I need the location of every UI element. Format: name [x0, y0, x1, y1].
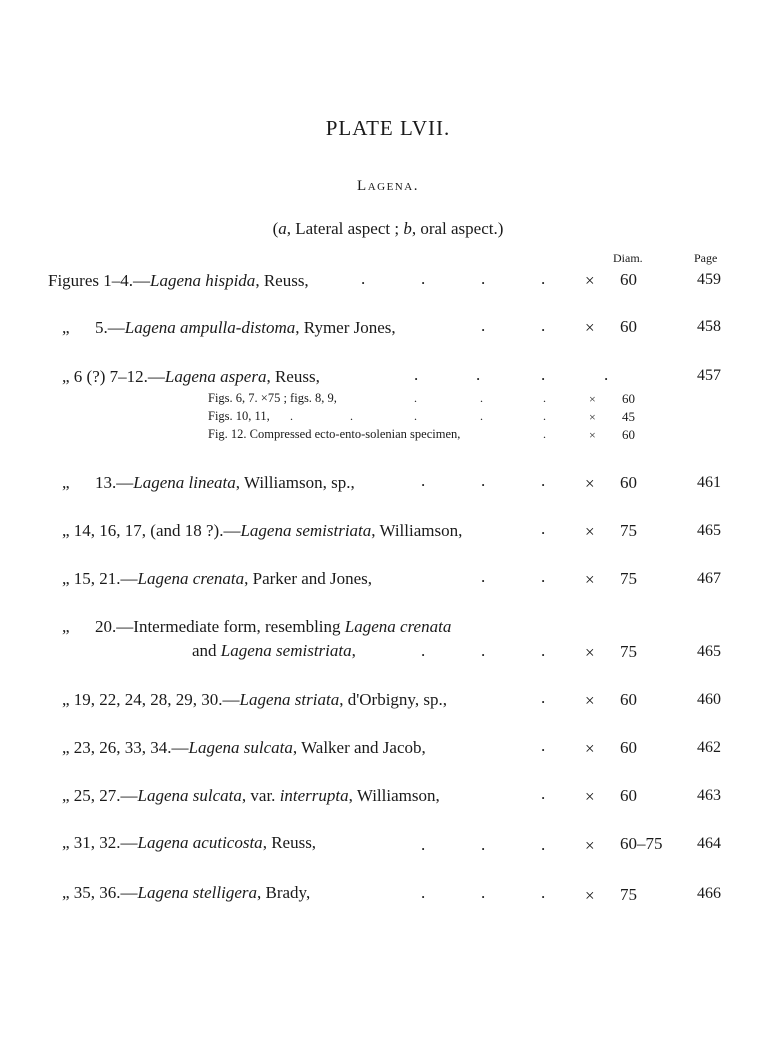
aspect-b: b — [403, 219, 412, 238]
entry-line2-pre: and — [192, 641, 221, 660]
entry-species: Lagena stelligera — [137, 883, 258, 902]
leader-dot: . — [543, 409, 546, 423]
entry-prefix: Figures 1–4.— — [48, 271, 150, 290]
entry-species: Lagena crenata — [344, 617, 452, 636]
sub-entry-text: Figs. 10, 11, — [208, 409, 270, 423]
leader-dot: . — [543, 427, 546, 441]
diam-value: 75 — [620, 642, 637, 661]
entry-prefix: „ 14, 16, 17, (and 18 ?).— — [62, 521, 241, 540]
entry-prefix: „ 20.—Intermediate form, resembling — [62, 617, 345, 636]
magnification-sign: × — [585, 271, 595, 290]
entry-author: , Reuss, — [266, 367, 320, 386]
magnification-sign: × — [585, 836, 595, 855]
leader-dot: . — [541, 641, 546, 660]
magnification-sign: × — [585, 691, 595, 710]
leader-dot: . — [541, 365, 546, 384]
entry-author: , Brady, — [257, 883, 311, 902]
diam-value: 45 — [622, 409, 635, 424]
entry-species: Lagena aspera — [164, 367, 267, 386]
page-number: 458 — [697, 318, 721, 335]
entry-author: , Williamson, — [371, 521, 463, 540]
entry-species: Lagena acuticosta — [137, 833, 263, 852]
leader-dot: . — [421, 883, 426, 902]
sub-entry-text: Fig. 12. Compressed ecto-ento-solenian specimen, — [208, 427, 461, 441]
page-number: 465 — [697, 522, 721, 539]
entry-line2-species: Lagena semistriata — [220, 641, 352, 660]
leader-dot: . — [350, 409, 353, 423]
entry-text — [62, 786, 440, 806]
entry-text — [62, 738, 426, 758]
leader-dot: . — [541, 269, 546, 288]
diam-value: 75 — [620, 521, 637, 540]
leader-dot: . — [604, 365, 609, 384]
diam-value: 60 — [620, 690, 637, 709]
diam-value: 75 — [620, 569, 637, 588]
diam-value: 60 — [622, 391, 635, 406]
magnification-sign: × — [585, 522, 595, 541]
entry-prefix: „ 19, 22, 24, 28, 29, 30.— — [62, 690, 240, 709]
leader-dot: . — [541, 784, 546, 803]
leader-dot: . — [414, 409, 417, 423]
entry-species: Lagena sulcata — [188, 738, 293, 757]
leader-dot: . — [541, 567, 546, 586]
page-number: 464 — [697, 835, 721, 852]
leader-dot: . — [541, 736, 546, 755]
entry-prefix: „ 15, 21.— — [62, 569, 138, 588]
entry-prefix: „ 5.— — [62, 318, 125, 337]
page-number: 466 — [697, 885, 721, 902]
entry-text — [62, 883, 310, 903]
entry-text — [62, 617, 451, 637]
entry-author: , Parker and Jones, — [244, 569, 373, 588]
entry-prefix: „ 25, 27.— — [62, 786, 138, 805]
entry-author: , Reuss, — [255, 271, 309, 290]
entry-text-line2 — [192, 641, 356, 661]
aspect-note — [0, 219, 776, 239]
entry-prefix: „ 35, 36.— — [62, 883, 138, 902]
entry-text — [62, 569, 372, 589]
magnification-sign: × — [585, 474, 595, 493]
magnification-sign: × — [589, 428, 596, 442]
entry-prefix: „ 6 (?) 7–12.— — [62, 367, 165, 386]
diam-value: 60 — [620, 270, 637, 289]
leader-dot: . — [421, 835, 426, 854]
leader-dot: . — [543, 391, 546, 405]
leader-dot: . — [421, 641, 426, 660]
magnification-sign: × — [585, 787, 595, 806]
entry-author: , var. — [241, 786, 280, 805]
page-number: 463 — [697, 787, 721, 804]
leader-dot: . — [290, 409, 293, 423]
entry-author-2: , Williamson, — [348, 786, 440, 805]
page-number: 461 — [697, 474, 721, 491]
entry-species: Lagena crenata — [137, 569, 245, 588]
diam-value: 75 — [620, 885, 637, 904]
magnification-sign: × — [585, 570, 595, 589]
diam-value: 60 — [620, 738, 637, 757]
aspect-a: a — [278, 219, 287, 238]
leader-dot: . — [361, 269, 366, 288]
leader-dot: . — [481, 471, 486, 490]
aspect-b-text: , oral aspect.) — [411, 219, 504, 238]
diam-value: 60 — [620, 317, 637, 336]
page-number: 467 — [697, 570, 721, 587]
leader-dot: . — [541, 688, 546, 707]
leader-dot: . — [421, 471, 426, 490]
leader-dot: . — [481, 316, 486, 335]
entry-text — [62, 367, 320, 387]
leader-dot: . — [541, 519, 546, 538]
leader-dot: . — [541, 835, 546, 854]
page-number: 457 — [697, 367, 721, 384]
leader-dot: . — [541, 883, 546, 902]
entry-text — [62, 473, 355, 493]
diam-value: 60 — [622, 427, 635, 442]
entry-author: , Rymer Jones, — [295, 318, 396, 337]
leader-dot: . — [481, 835, 486, 854]
leader-dot: . — [480, 409, 483, 423]
leader-dot: . — [414, 391, 417, 405]
entry-species: Lagena sulcata — [137, 786, 242, 805]
aspect-open: ( — [272, 219, 279, 238]
magnification-sign: × — [585, 886, 595, 905]
diam-value: 60 — [620, 473, 637, 492]
entry-text — [62, 833, 316, 853]
entry-text — [48, 271, 309, 291]
diam-value: 60 — [620, 786, 637, 805]
leader-dot: . — [481, 269, 486, 288]
page-number: 465 — [697, 643, 721, 660]
diam-header: Diam. — [613, 251, 643, 265]
magnification-sign: × — [585, 643, 595, 662]
page-number: 460 — [697, 691, 721, 708]
entry-prefix: „ 31, 32.— — [62, 833, 138, 852]
entry-line2-post: , — [351, 641, 356, 660]
entry-species: Lagena striata — [239, 690, 340, 709]
magnification-sign: × — [589, 410, 596, 424]
entry-text — [62, 690, 447, 710]
sub-entry-text: Figs. 6, 7. ×75 ; figs. 8, 9, — [208, 391, 337, 405]
magnification-sign: × — [585, 318, 595, 337]
entry-species: Lagena lineata — [133, 473, 236, 492]
entry-prefix: „ 13.— — [62, 473, 134, 492]
entry-text — [62, 318, 396, 338]
entry-species: Lagena semistriata — [240, 521, 372, 540]
leader-dot: . — [480, 391, 483, 405]
entry-variety: interrupta — [279, 786, 349, 805]
plate-title: PLATE LVII. — [325, 116, 451, 140]
magnification-sign: × — [589, 392, 596, 406]
entry-author: , Reuss, — [262, 833, 317, 852]
leader-dot: . — [476, 365, 481, 384]
magnification-sign: × — [585, 739, 595, 758]
leader-dot: . — [541, 316, 546, 335]
entry-text — [62, 521, 462, 541]
leader-dot: . — [541, 471, 546, 490]
entry-author: , d'Orbigny, sp., — [339, 690, 447, 709]
page-number: 459 — [697, 271, 721, 288]
entry-author: , Walker and Jacob, — [292, 738, 426, 757]
leader-dot: . — [481, 641, 486, 660]
diam-value: 60–75 — [620, 834, 663, 853]
leader-dot: . — [481, 883, 486, 902]
leader-dot: . — [414, 365, 419, 384]
entry-species: Lagena ampulla-distoma — [124, 318, 296, 337]
page-number: 462 — [697, 739, 721, 756]
leader-dot: . — [481, 567, 486, 586]
aspect-a-text: , Lateral aspect ; — [286, 219, 404, 238]
entry-prefix: „ 23, 26, 33, 34.— — [62, 738, 189, 757]
entry-species: Lagena hispida — [150, 271, 256, 290]
leader-dot: . — [421, 269, 426, 288]
page-header: Page — [694, 251, 718, 265]
genus-heading: Lagena. — [357, 178, 419, 194]
entry-author: , Williamson, sp., — [235, 473, 355, 492]
